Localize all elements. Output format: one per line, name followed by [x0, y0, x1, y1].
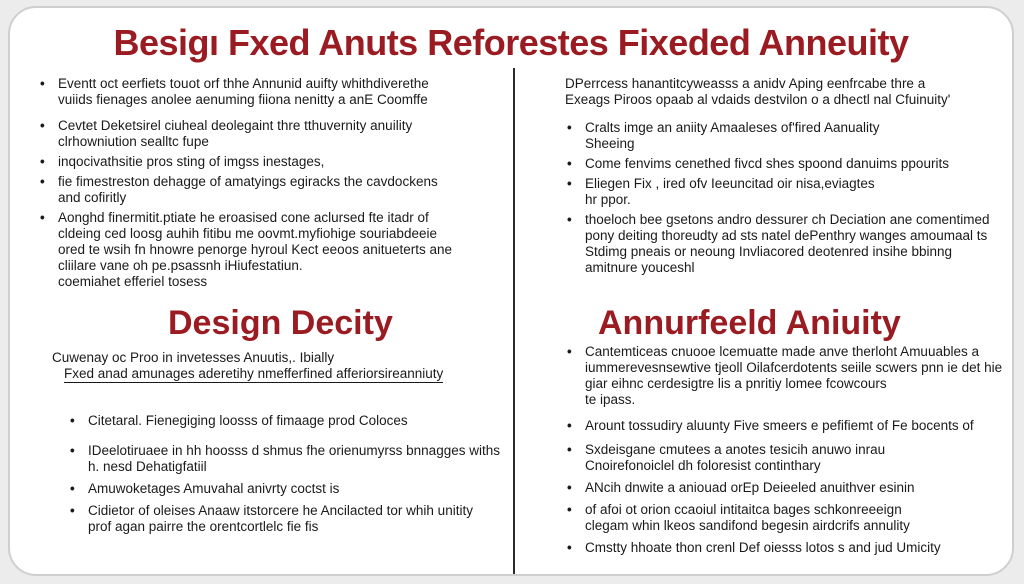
bullet-icon: • [567, 120, 572, 135]
top-left-list [38, 76, 508, 290]
list-item: • Sxdeisgane cmutees a anotes tesicih anuwo inrau Cnoirefonoiclel dh foloresist continthary [567, 442, 886, 473]
bullet-icon: • [567, 344, 572, 359]
top-right-intro: DPerrcess hanantitcyweasss a anidv Aping eenfrcabe thre a Exeags Piroos opaab al vdaids destvilon o a dhectl nal Cfuinuity' [565, 76, 951, 107]
list-item: • thoeloch bee gsetons andro dessurer ch Deciation ane comentimed pony deiting thoreudty ad sts natel dePenthry wanges amoumaal ts Stdimg pneais or neoung Invliacored deotenred insihe bbinng amitnure youceshl [567, 212, 990, 275]
section-heading-right: Annurfeeld Aniuity [598, 304, 901, 342]
bullet-icon: • [567, 156, 572, 171]
bullet-icon: • [40, 76, 45, 91]
list-item: • Cralts imge an aniity Amaaleses of'fired Aanuality Sheeing [567, 120, 880, 151]
bullet-icon: • [567, 212, 572, 227]
list-item: • Cevtet Deketsirel ciuheal deolegaint thre tthuvernity anuility clrhowniution sealltc fupe [40, 118, 413, 149]
bullet-icon: • [567, 418, 572, 433]
bullet-icon: • [567, 442, 572, 457]
bullet-icon: • [40, 210, 45, 225]
bottom-right-section [565, 344, 1005, 560]
bullet-icon: • [567, 502, 572, 517]
list-item: • Citetaral. Fienegiging loosss of fimaage prod Coloces [70, 413, 408, 428]
bullet-icon: • [70, 481, 75, 496]
bullet-icon: • [70, 503, 75, 518]
document-card [8, 6, 1014, 576]
list-item: • inqocivathsitie pros sting of imgss inestages, [40, 154, 325, 169]
bullet-icon: • [40, 154, 45, 169]
bullet-icon: • [70, 443, 75, 458]
list-item: • Eventt oct eerfiets touot orf thhe Annunid auifty whithdiverethe vuiids fienages anolee aenuming fiiona nenitty a anE Coomffe [40, 76, 429, 107]
list-item: • IDeelotiruaee in hh hoosss d shmus fhe orienumyrss bnnagges withs h. nesd Dehatigfatiil [70, 443, 500, 474]
top-left-section [38, 76, 508, 294]
list-item: • Come fenvims cenethed fivcd shes spoond danuims ppourits [567, 156, 949, 171]
page-title: Besigı Fxed Anuts Reforestes Fixeded Anneuity [113, 22, 909, 63]
column-divider [513, 68, 515, 576]
bullet-icon: • [70, 413, 75, 428]
bottom-left-list [68, 413, 502, 535]
bullet-icon: • [567, 176, 572, 191]
bottom-left-section [52, 350, 502, 539]
list-item: • of afoi ot orion ccaoiul intitaitca bages schkonreeeign clegam whin lkeos sandifond begesin airdcrifs annulity [567, 502, 910, 533]
bullet-icon: • [567, 480, 572, 495]
list-item: • Aonghd finermitit.ptiate he eroasised cone aclursed fte itadr of cldeing ced loosg auhih fitibu me oovmt.myfiohige souriabdeeie ored te wsih fn hnowre penorge hyroul Kect eeoos anitueterts ane cliilare vane oh pe.psassnh iHiufestatiun. coemiahet efferiel tosess [40, 210, 452, 289]
list-item: • Cmstty hhoate thon crenl Def oiesss lotos s and jud Umicity [567, 540, 941, 555]
section-heading-left: Design Decity [168, 304, 393, 342]
list-item: • Eliegen Fix , ired ofv Ieeuncitad oir nisa,eviagtes hr ppor. [567, 176, 875, 207]
list-item: • Arount tossudiry aluunty Five smeers e pefifiemt of Fe bocents of [567, 418, 974, 433]
list-item: • Cidietor of oleises Anaaw itstorcere he Ancilacted tor whih unitity prof agan pairre the orentcortlelc fie fis [70, 503, 473, 534]
bottom-left-intro: Cuwenay oc Proo in invetesses Anuutis,. Ibially Fxed anad amunages aderetihy nmefferfined afferiorsireanniuty [52, 350, 444, 381]
top-right-list [565, 120, 1005, 276]
list-item: • Cantemticeas cnuooe lcemuatte made anve therloht Amuuables a iummerevesnsewtive tjeoll Oilafcerdotents seiile scwers pnn ie det hie giar eihnc cerdesigtre lis a pnritiy lomee fcowcours te ipass. [567, 344, 1003, 407]
bullet-icon: • [40, 118, 45, 133]
list-item: • fie fimestreston dehagge of amatyings egiracks the cavdockens and cofiritly [40, 174, 438, 205]
underlined-intro-line: Fxed anad amunages aderetihy nmefferfined afferiorsireanniuty [64, 366, 444, 381]
top-right-section [565, 76, 1005, 280]
list-item: • ANcih dnwite a aniouad orEp Deieeled anuithver esinin [567, 480, 915, 495]
bullet-icon: • [40, 174, 45, 189]
bullet-icon: • [567, 540, 572, 555]
list-item: • Amuwoketages Amuvahal anivrty coctst is [70, 481, 340, 496]
bottom-right-list [565, 344, 1005, 556]
